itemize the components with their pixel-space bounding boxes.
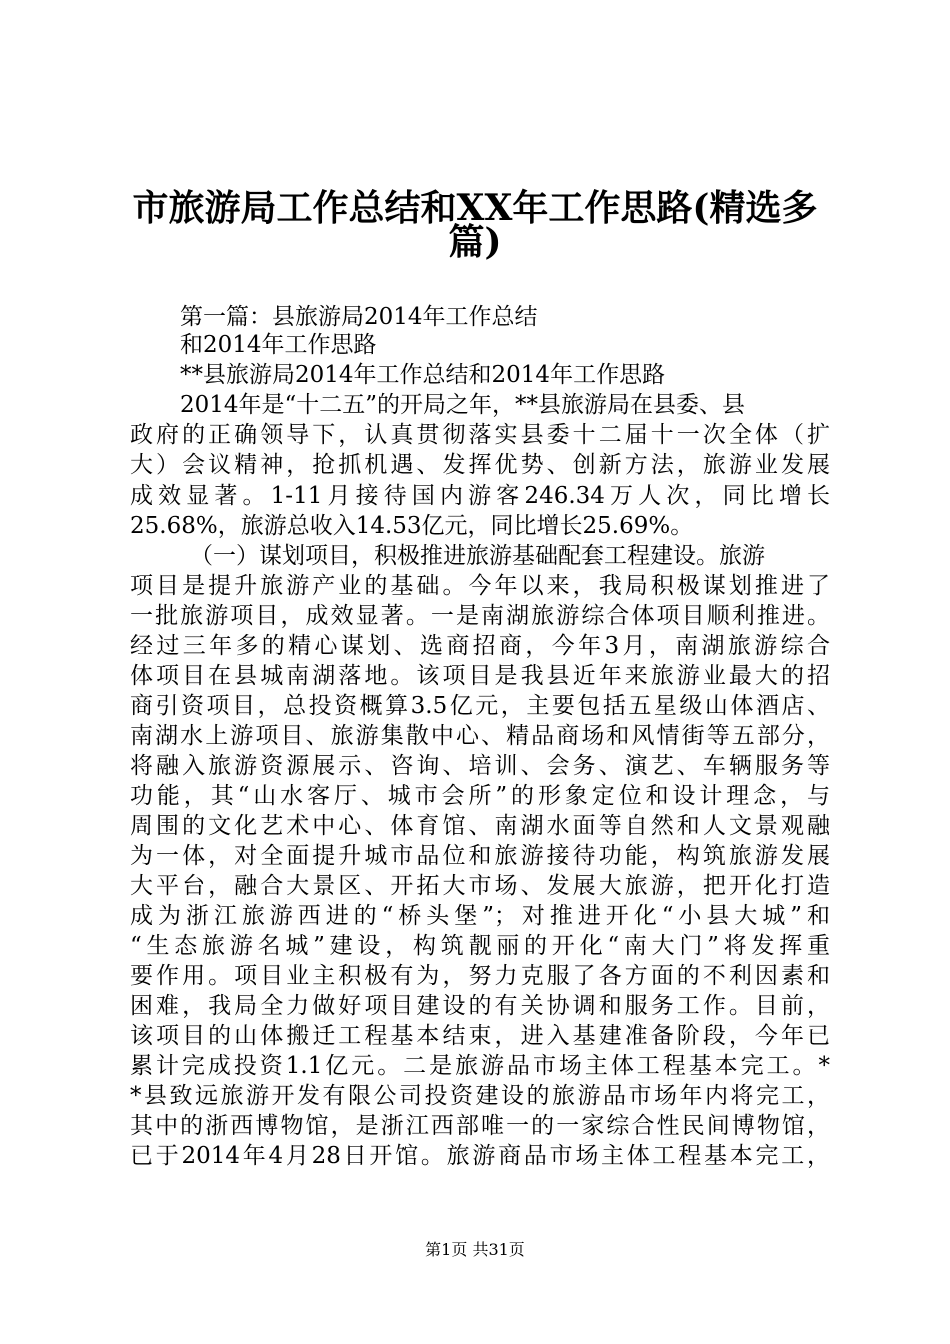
document-text-line: 要作用。项目业主积极有为，努力克服了各方面的不利因素和 (130, 963, 830, 989)
document-text-line: 25.68%，旅游总收入14.53亿元，同比增长25.69%。 (130, 513, 694, 539)
document-text-line: 其中的浙西博物馆，是浙江西部唯一的一家综合性民间博物馆， (130, 1113, 830, 1139)
document-text-line: 政府的正确领导下，认真贯彻落实县委十二届十一次全体（扩 (130, 422, 830, 448)
document-text-line: 成为浙江旅游西进的“桥头堡”；对推进开化“小县大城”和 (130, 903, 830, 929)
document-text-line: 成效显著。1-11月接待国内游客246.34万人次，同比增长 (130, 483, 830, 509)
document-text-line: 该项目的山体搬迁工程基本结束，进入基建准备阶段，今年已 (130, 1023, 830, 1049)
document-text-line: 大）会议精神，抢抓机遇、发挥优势、创新方法，旅游业发展 (130, 452, 830, 478)
document-text-line: 困难，我局全力做好项目建设的有关协调和服务工作。目前， (130, 993, 830, 1019)
document-text-line: 项目是提升旅游产业的基础。今年以来，我局积极谋划推进了 (130, 573, 830, 599)
page-footer: 第1页 共31页 (425, 1240, 525, 1259)
document-text-line: 体项目在县城南湖落地。该项目是我县近年来旅游业最大的招 (130, 663, 830, 689)
document-text-line: “生态旅游名城”建设，构筑靓丽的开化“南大门”将发挥重 (130, 933, 830, 959)
document-text-line: 一批旅游项目，成效显著。一是南湖旅游综合体项目顺利推进。 (130, 603, 830, 629)
document-text-line: 累计完成投资1.1亿元。二是旅游品市场主体工程基本完工。* (130, 1053, 830, 1079)
document-text-line: 和2014年工作思路 (180, 332, 377, 358)
document-text-line: **县旅游局2014年工作总结和2014年工作思路 (180, 362, 666, 388)
document-text-line: 大平台，融合大景区、开拓大市场、发展大旅游，把开化打造 (130, 873, 830, 899)
document-text-line: 周围的文化艺术中心、体育馆、南湖水面等自然和人文景观融 (130, 813, 830, 839)
document-text-line: 已于2014年4月28日开馆。旅游商品市场主体工程基本完工， (130, 1143, 830, 1169)
document-text-line: 南湖水上游项目、旅游集散中心、精品商场和风情街等五部分， (130, 723, 830, 749)
document-text-line: 将融入旅游资源展示、咨询、培训、会务、演艺、车辆服务等 (130, 753, 830, 779)
document-text-line: 第一篇：县旅游局2014年工作总结 (180, 304, 538, 330)
document-text-line: 2014年是“十二五”的开局之年，**县旅游局在县委、县 (180, 392, 746, 418)
document-text-line: 功能，其“山水客厅、城市会所”的形象定位和设计理念，与 (130, 783, 830, 809)
document-title-line-2: 篇) (448, 221, 502, 263)
document-text-line: （一）谋划项目，积极推进旅游基础配套工程建设。旅游 (190, 543, 765, 569)
document-text-line: 商引资项目，总投资概算3.5亿元，主要包括五星级山体酒店、 (130, 693, 830, 719)
document-text-line: 经过三年多的精心谋划、选商招商，今年3月，南湖旅游综合 (130, 633, 830, 659)
document-title-line-1: 市旅游局工作总结和XX年工作思路(精选多 (132, 187, 818, 229)
document-text-line: 为一体，对全面提升城市品位和旅游接待功能，构筑旅游发展 (130, 843, 830, 869)
document-text-line: *县致远旅游开发有限公司投资建设的旅游品市场年内将完工， (130, 1083, 830, 1109)
